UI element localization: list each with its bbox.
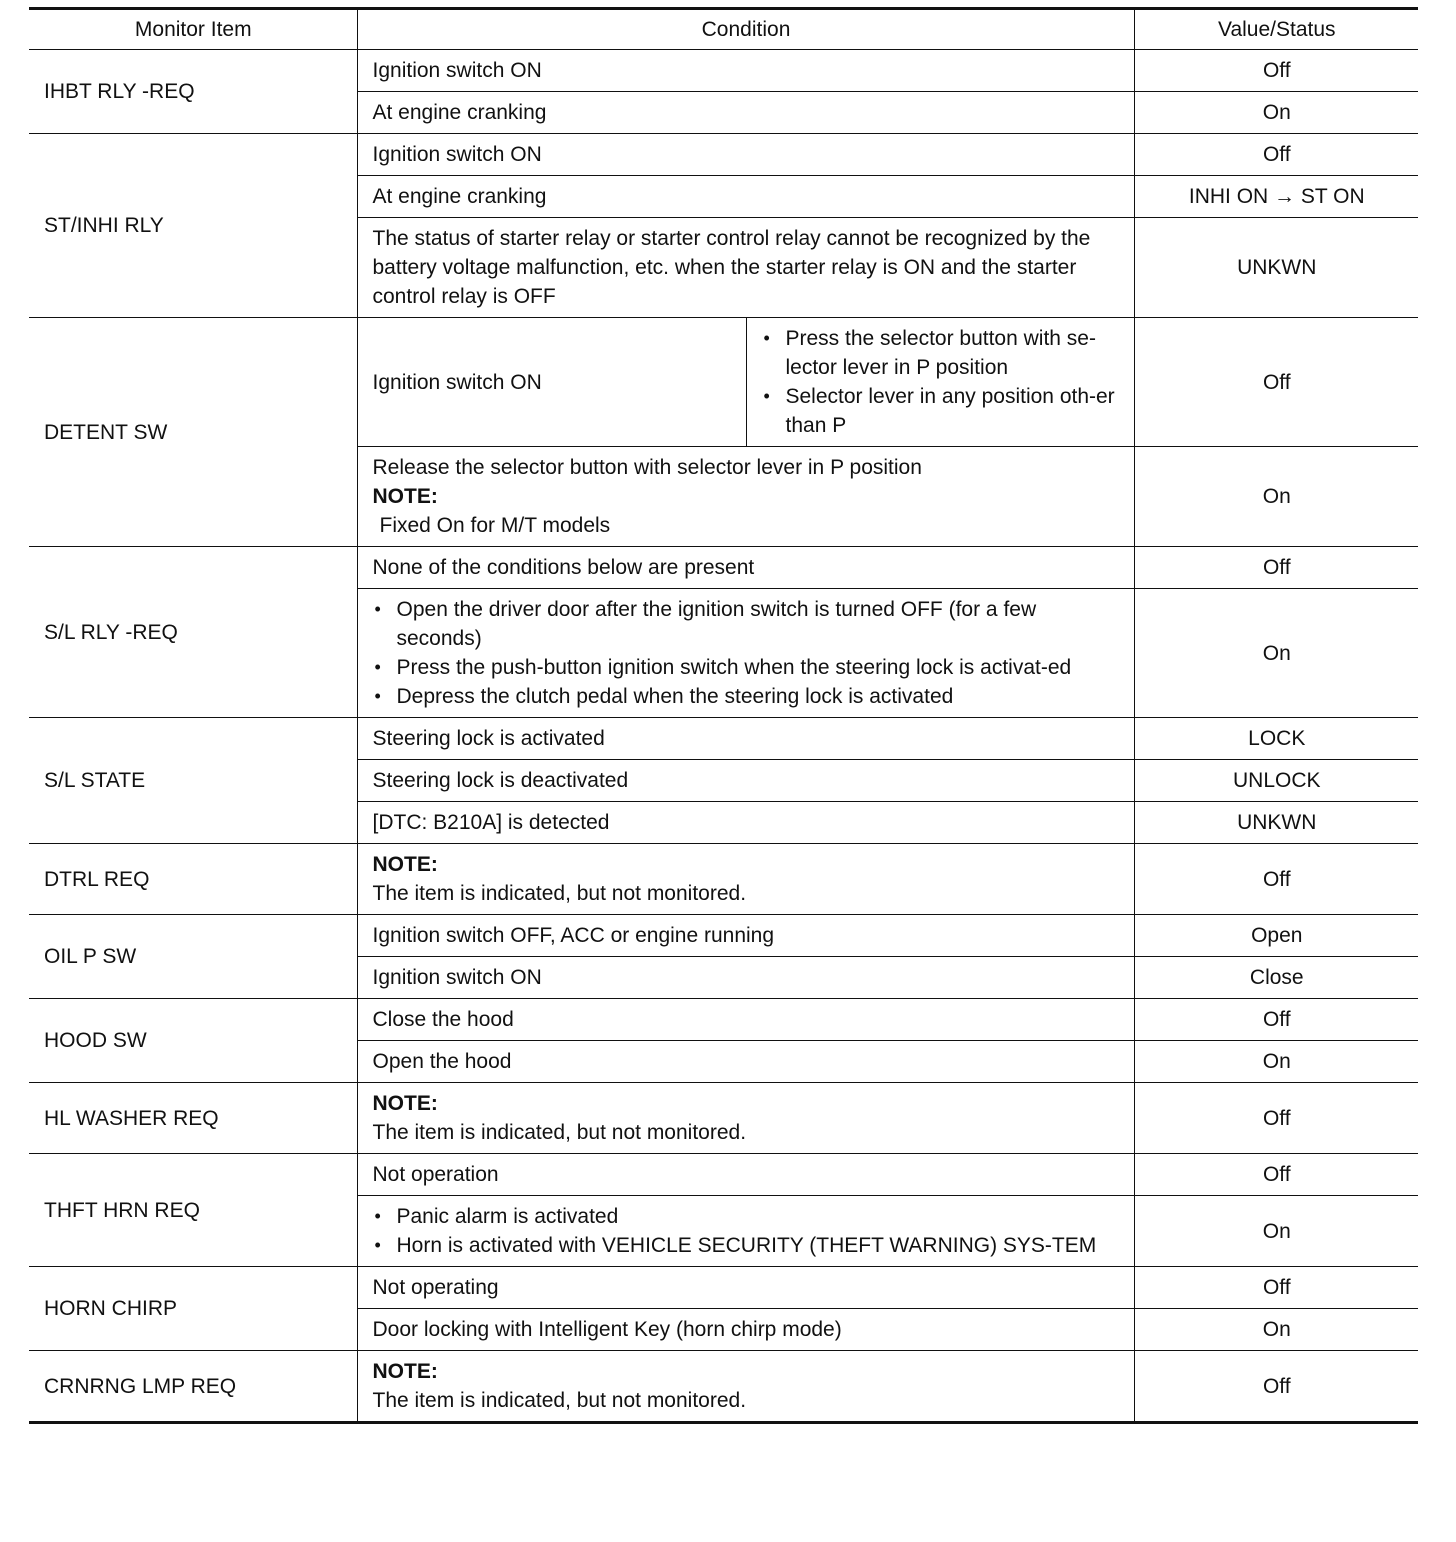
condition-cell: The status of starter relay or starter control relay cannot be recognized by the battery voltage malfunction, etc. when the starter relay is ON and the starter control relay is OFF <box>357 218 1134 318</box>
value-cell: Close <box>1134 957 1418 999</box>
value-cell: UNLOCK <box>1134 760 1418 802</box>
condition-bullet-list <box>762 324 1120 440</box>
condition-cell: Steering lock is deactivated <box>357 760 1134 802</box>
monitor-item-oil-p-sw: OIL P SW <box>29 915 357 999</box>
condition-cell <box>357 1196 1134 1267</box>
note-label: NOTE: <box>372 1360 438 1383</box>
monitor-item-dtrl-req: DTRL REQ <box>29 844 357 915</box>
condition-bullet: • Open the driver door after the ignition switch is turned OFF (for a few seconds) <box>373 595 1120 653</box>
value-cell: LOCK <box>1134 718 1418 760</box>
table-row <box>29 50 1418 92</box>
monitor-item-st-inhi-rly: ST/INHI RLY <box>29 134 357 318</box>
value-cell: Off <box>1134 134 1418 176</box>
value-cell: On <box>1134 589 1418 718</box>
monitor-item-horn-chirp: HORN CHIRP <box>29 1267 357 1351</box>
condition-cell <box>357 589 1134 718</box>
note-text: The item is indicated, but not monitored. <box>372 1389 747 1412</box>
value-cell: INHI ON → ST ON <box>1134 176 1418 218</box>
table-row <box>29 1267 1418 1309</box>
condition-cell: Ignition switch ON <box>357 318 746 447</box>
condition-cell <box>357 1351 1134 1423</box>
monitor-item-detent-sw: DETENT SW <box>29 318 357 547</box>
condition-bullet-list <box>373 1202 1120 1260</box>
value-cell: Off <box>1134 1154 1418 1196</box>
monitor-item-hl-washer-req: HL WASHER REQ <box>29 1083 357 1154</box>
condition-bullet: • Press the selector button with se-lector lever in P position <box>762 324 1120 382</box>
monitor-item-sl-state: S/L STATE <box>29 718 357 844</box>
table-row <box>29 1351 1418 1423</box>
condition-cell: Open the hood <box>357 1041 1134 1083</box>
condition-cell <box>357 447 1134 547</box>
header-condition: Condition <box>357 9 1134 50</box>
condition-bullet: • Horn is activated with VEHICLE SECURITY (THEFT WARNING) SYS-TEM <box>373 1231 1120 1260</box>
value-cell: On <box>1134 447 1418 547</box>
table-header-row <box>29 9 1418 50</box>
condition-cell: [DTC: B210A] is detected <box>357 802 1134 844</box>
monitor-item-sl-rly-req: S/L RLY -REQ <box>29 547 357 718</box>
condition-cell: Ignition switch ON <box>357 134 1134 176</box>
condition-cell: At engine cranking <box>357 92 1134 134</box>
note-text: The item is indicated, but not monitored. <box>372 1121 747 1144</box>
value-cell: Off <box>1134 318 1418 447</box>
condition-bullet: • Depress the clutch pedal when the steering lock is activated <box>373 682 1120 711</box>
table-row <box>29 318 1418 447</box>
monitor-spec-page <box>29 7 1418 1424</box>
condition-bullet: • Panic alarm is activated <box>373 1202 1120 1231</box>
monitor-item-table <box>29 7 1418 1424</box>
condition-cell: Ignition switch OFF, ACC or engine running <box>357 915 1134 957</box>
condition-bullet-list <box>373 595 1120 711</box>
condition-cell: Close the hood <box>357 999 1134 1041</box>
table-row <box>29 999 1418 1041</box>
table-row <box>29 844 1418 915</box>
condition-cell: Ignition switch ON <box>357 957 1134 999</box>
header-value-status: Value/Status <box>1134 9 1418 50</box>
note-label: NOTE: <box>372 853 438 876</box>
condition-cell: Door locking with Intelligent Key (horn chirp mode) <box>357 1309 1134 1351</box>
monitor-item-crnrng-lmp-req: CRNRNG LMP REQ <box>29 1351 357 1423</box>
condition-cell: None of the conditions below are present <box>357 547 1134 589</box>
value-cell: On <box>1134 1309 1418 1351</box>
condition-cell: Not operating <box>357 1267 1134 1309</box>
table-row <box>29 718 1418 760</box>
condition-cell: Ignition switch ON <box>357 50 1134 92</box>
condition-cell <box>357 1083 1134 1154</box>
value-cell: Off <box>1134 1267 1418 1309</box>
table-row <box>29 134 1418 176</box>
note-label: NOTE: <box>372 1092 438 1115</box>
header-monitor-item: Monitor Item <box>29 9 357 50</box>
table-row <box>29 547 1418 589</box>
value-cell: Off <box>1134 999 1418 1041</box>
condition-cell: Not operation <box>357 1154 1134 1196</box>
value-cell: On <box>1134 92 1418 134</box>
note-text: Fixed On for M/T models <box>379 514 611 537</box>
value-cell: On <box>1134 1196 1418 1267</box>
value-cell: On <box>1134 1041 1418 1083</box>
value-cell: Open <box>1134 915 1418 957</box>
condition-cell: At engine cranking <box>357 176 1134 218</box>
value-cell: UNKWN <box>1134 802 1418 844</box>
table-row <box>29 915 1418 957</box>
value-cell: Off <box>1134 1083 1418 1154</box>
condition-cell: Steering lock is activated <box>357 718 1134 760</box>
monitor-item-ihbt-rly-req: IHBT RLY -REQ <box>29 50 357 134</box>
table-row <box>29 1083 1418 1154</box>
value-cell: Off <box>1134 1351 1418 1423</box>
monitor-item-thft-hrn-req: THFT HRN REQ <box>29 1154 357 1267</box>
condition-cell <box>357 844 1134 915</box>
value-cell: Off <box>1134 844 1418 915</box>
monitor-item-hood-sw: HOOD SW <box>29 999 357 1083</box>
note-text: The item is indicated, but not monitored. <box>372 882 747 905</box>
condition-subcell <box>746 318 1134 447</box>
condition-bullet: • Press the push-button ignition switch when the steering lock is activat-ed <box>373 653 1120 682</box>
value-cell: UNKWN <box>1134 218 1418 318</box>
condition-bullet: • Selector lever in any position oth-er than P <box>762 382 1120 440</box>
condition-text: Release the selector button with selector lever in P position <box>372 456 922 479</box>
value-cell: Off <box>1134 547 1418 589</box>
value-cell: Off <box>1134 50 1418 92</box>
table-row <box>29 1154 1418 1196</box>
note-label: NOTE: <box>372 485 438 508</box>
